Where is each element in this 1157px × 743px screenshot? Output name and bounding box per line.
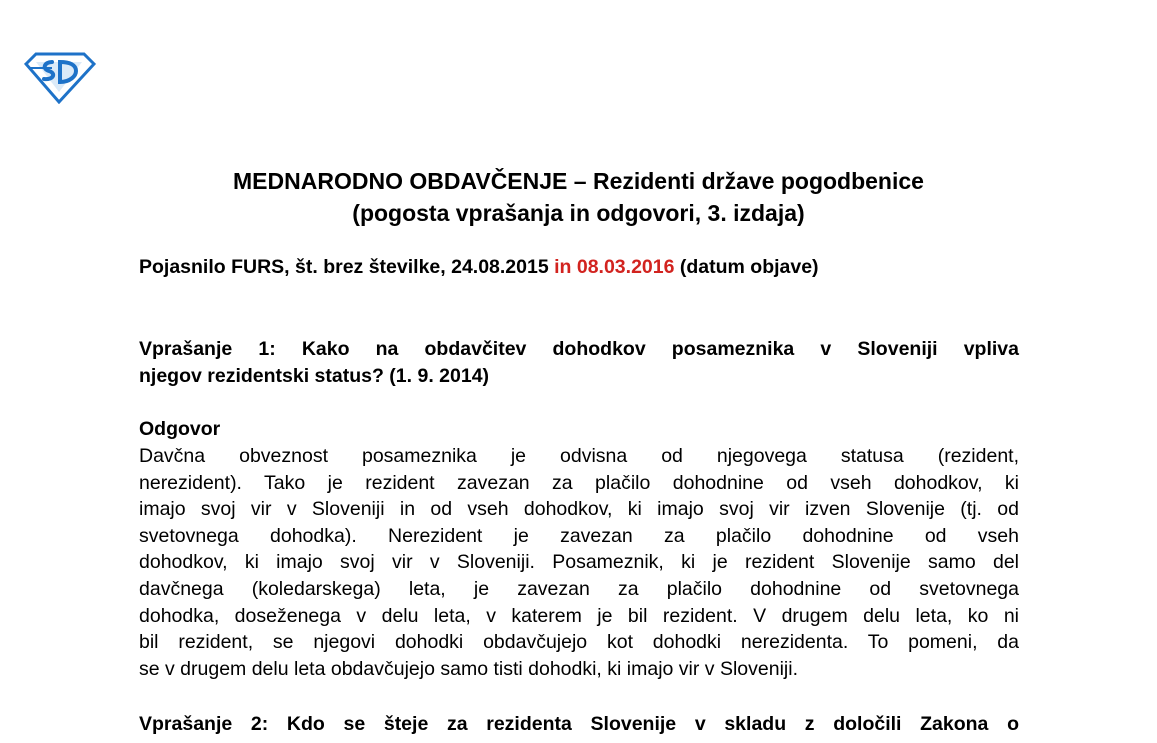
answer-heading-block xyxy=(139,416,1019,443)
question-line: njegov rezidentski status? (1. 9. 2014) xyxy=(139,364,490,387)
answer-line: imajo svoj vir v Sloveniji in od vseh dohodkov, ki imajo svoj vir izven Slovenije (tj. od xyxy=(139,498,1019,521)
answer-line: dohodkov, ki imajo svoj vir v Sloveniji. Posameznik, ki je rezident Slovenije samo del xyxy=(139,551,1019,574)
question-1 xyxy=(139,336,1019,389)
publication-info-source: Pojasnilo FURS, št. brez številke, 24.08.2015 xyxy=(139,256,555,278)
answer-line: bil rezident, se njegovi dohodki obdavčujejo kot dohodki nerezidenta. To pomeni, da xyxy=(139,631,1019,654)
answer-line: Davčna obveznost posameznika je odvisna od njegovega statusa (rezident, xyxy=(139,445,1019,467)
publication-info xyxy=(139,254,819,280)
shield-logo-icon xyxy=(22,48,96,104)
answer-line: nerezident). Tako je rezident zavezan za plačilo dohodnine od vseh dohodkov, ki xyxy=(139,471,1019,494)
question-line: Vprašanje 2: Kdo se šteje za rezidenta Slovenije v skladu z določili Zakona o xyxy=(139,713,1019,735)
question-line: Vprašanje 1: Kako na obdavčitev dohodkov posameznika v Sloveniji vpliva xyxy=(139,338,1019,360)
document-title: MEDNARODNO OBDAVČENJE – Rezidenti države pogodbenice xyxy=(233,168,924,194)
answer-heading: Odgovor xyxy=(139,418,221,440)
answer-line: svetovnega dohodka). Nerezident je zavezan za plačilo dohodnine od vseh xyxy=(139,524,1019,547)
answer-line: dohodka, doseženega v delu leta, v katerem je bil rezident. V drugem delu leta, ko ni xyxy=(139,604,1019,627)
answer-line: se v drugem delu leta obdavčujejo samo tisti dohodki, ki imajo vir v Sloveniji. xyxy=(139,657,798,680)
answer-line: davčnega (koledarskega) leta, je zavezan za plačilo dohodnine od svetovnega xyxy=(139,577,1019,600)
publication-info-update-date: in 08.03.2016 xyxy=(554,256,675,278)
publication-info-note: (datum objave) xyxy=(674,256,819,278)
question-2 xyxy=(139,711,1019,738)
document-subtitle: (pogosta vprašanja in odgovori, 3. izdaja) xyxy=(352,200,805,226)
answer-paragraph xyxy=(139,443,1019,682)
